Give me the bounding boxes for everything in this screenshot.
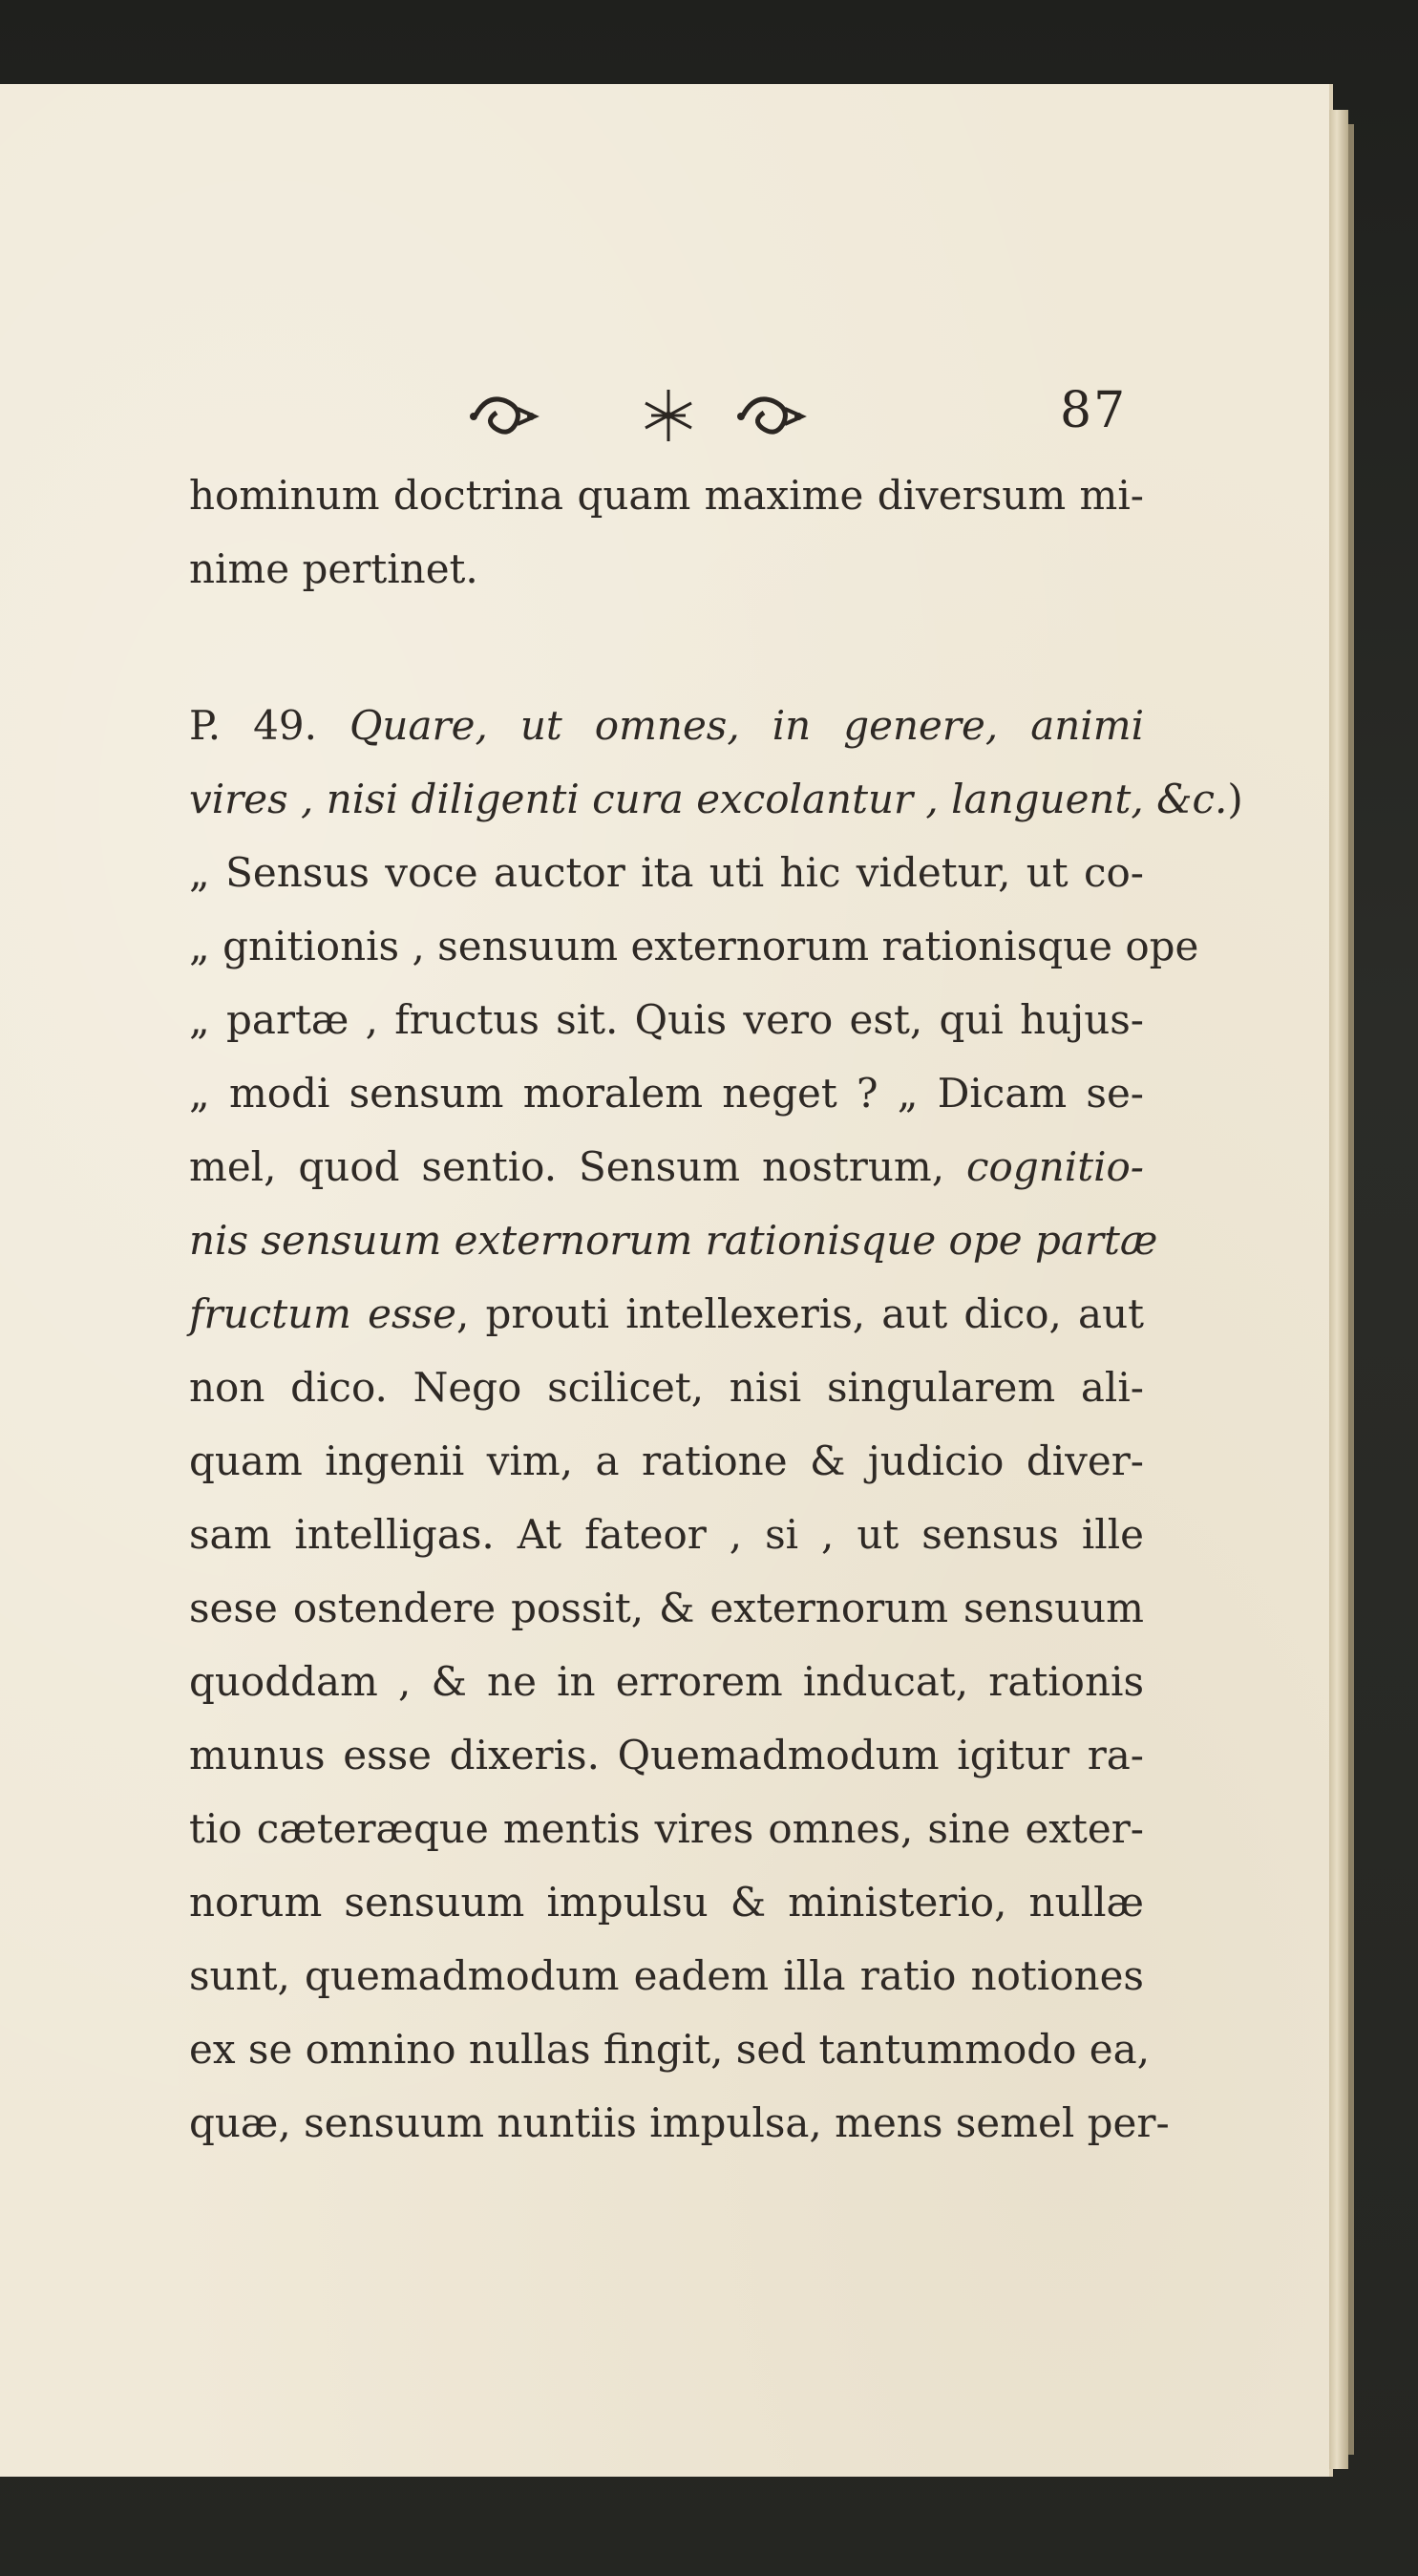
text-line: quæ, sensuum nuntiis impulsa, mens semel per-	[189, 2099, 1170, 2146]
page-number: 87	[1060, 382, 1128, 439]
text-line: ex se omnino nullas fingit, sed tantummodo ea,	[189, 2026, 1151, 2073]
text-line: non dico. Nego scilicet, nisi singularem ali-	[189, 1364, 1144, 1411]
italic-text: cognitio-	[966, 1143, 1144, 1190]
text-line: „ gnitionis , sensuum externorum rationisque ope	[189, 923, 1199, 969]
text-line: „ Sensus voce auctor ita uti hic videtur, ut co-	[189, 849, 1144, 896]
page-edge-shadow	[1348, 124, 1354, 2455]
paragraph-gap	[189, 606, 1144, 689]
text-line: sam intelligas. At fateor , si , ut sensus ille	[189, 1511, 1144, 1558]
text-line: „ partæ , fructus sit. Quis vero est, qui hujus-	[189, 996, 1144, 1043]
quoted-text: vires , nisi diligenti cura excolantur , languent, &c.	[189, 776, 1228, 822]
quoted-text: Quare, ut omnes, in genere, animi	[349, 702, 1145, 749]
roman-text: mel, quod sentio. Sensum nostrum,	[189, 1143, 945, 1190]
ornament-left-icon	[468, 382, 544, 449]
text-line: quam ingenii vim, a ratione & judicio diver-	[189, 1437, 1144, 1484]
text-line: quoddam , & ne in errorem inducat, rationis	[189, 1658, 1144, 1705]
page-edge	[1329, 110, 1348, 2469]
ornament-right-icon	[735, 382, 812, 449]
text-line: sese ostendere possit, & externorum sensuum	[189, 1585, 1144, 1631]
closing-paren: )	[1227, 776, 1243, 822]
text-line: hominum doctrina quam maxime diversum mi-	[189, 472, 1144, 519]
text-line: munus esse dixeris. Quemadmodum igitur ra-	[189, 1732, 1144, 1778]
text-line	[189, 1130, 1144, 1203]
italic-text: fructum esse	[189, 1290, 456, 1337]
text-line: norum sensuum impulsu & ministerio, nullæ	[189, 1879, 1144, 1926]
roman-text: , prouti intellexeris, aut dico, aut	[455, 1290, 1144, 1337]
page-header	[468, 382, 1136, 449]
page-text	[189, 458, 1243, 2160]
text-line: tio cæteræque mentis vires omnes, sine exter-	[189, 1805, 1144, 1852]
text-line	[189, 689, 1144, 762]
text-line: sunt, quemadmodum eadem illa ratio notiones	[189, 1952, 1144, 1999]
text-line	[189, 762, 1243, 836]
text-line	[189, 1277, 1144, 1351]
star-ornament-icon	[630, 382, 707, 449]
text-line: „ modi sensum moralem neget ? „ Dicam se-	[189, 1070, 1144, 1117]
text-line: nis sensuum externorum rationisque ope partæ	[189, 1217, 1158, 1264]
paragraph-ref: P. 49.	[189, 702, 317, 749]
text-line: nime pertinet.	[189, 545, 478, 592]
